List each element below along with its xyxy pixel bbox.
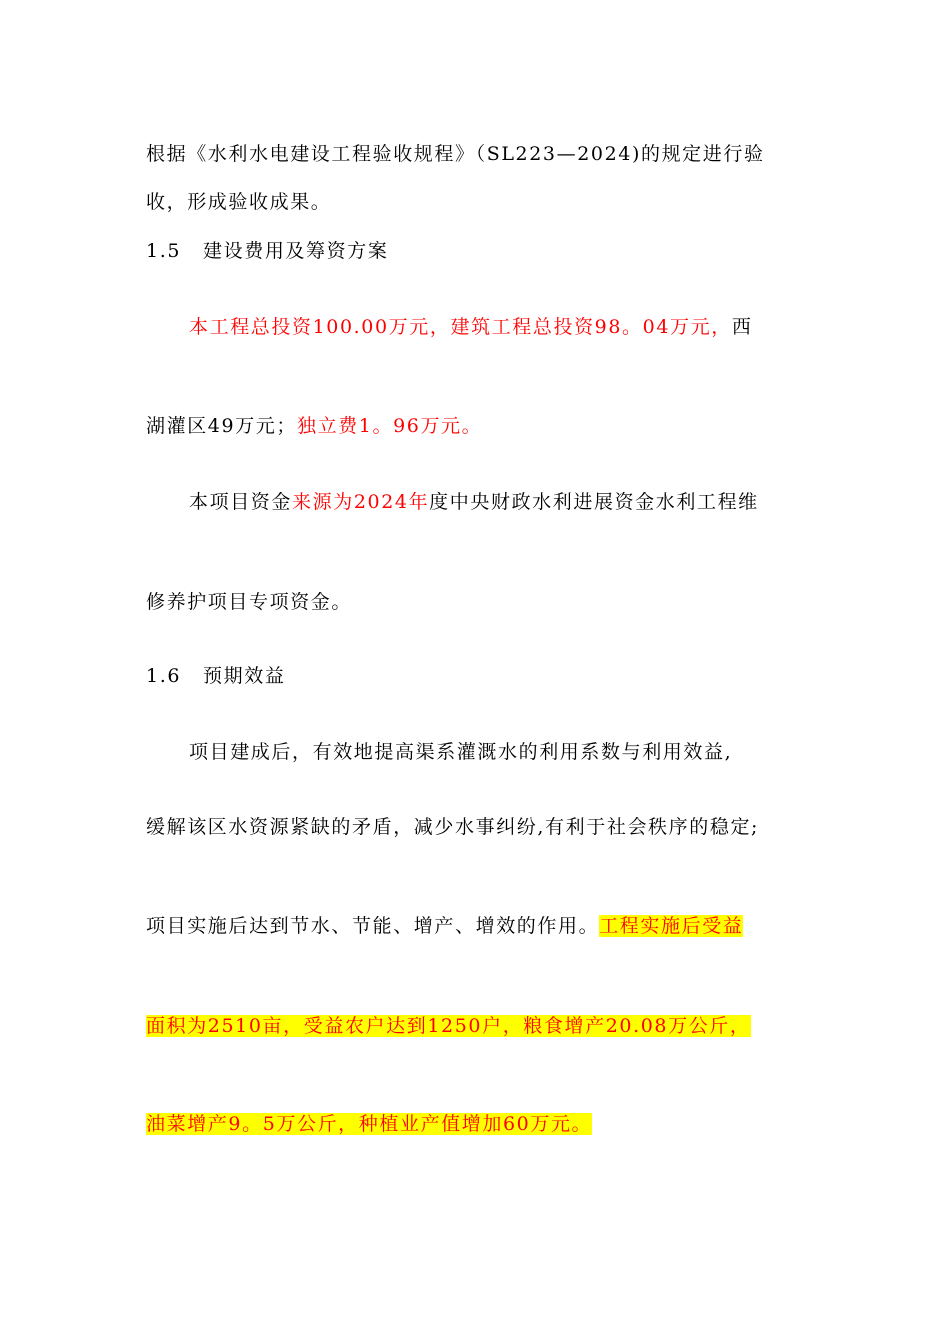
highlighted-benefit-text: 工程实施后受益 [599,915,744,937]
section-heading-1-6 [146,662,285,690]
paragraph-line [146,1012,751,1040]
highlighted-benefit-text: 油菜增产9。5万公斤，种植业产值增加60万元。 [146,1113,593,1135]
independent-cost-text: 独立费1。96万元。 [296,415,483,437]
funding-text-b: 度中央财政水利进展资金水利工程维 [429,491,759,513]
paragraph-line [146,588,352,616]
section-number: 1.5 [146,240,182,262]
funding-text-a: 本项目资金 [189,491,293,513]
funding-source-year-text: 来源为2024年 [292,491,430,513]
investment-total-text: 本工程总投资100.00万元，建筑工程总投资98。04万元， [189,316,732,338]
section-title: 预期效益 [203,665,286,687]
highlighted-benefit-text: 面积为2510亩，受益农户达到1250户，粮食增产20.08万公斤， [146,1015,751,1037]
paragraph-line [146,412,482,440]
acceptance-text-line-2: 收，形成验收成果。 [146,191,332,213]
paragraph-line [146,1110,592,1138]
benefit-text-line-3: 项目实施后达到节水、节能、增产、增效的作用。 [146,915,600,937]
paragraph-line [146,912,743,940]
investment-text-tail: 西 [731,316,753,338]
section-heading-1-5 [146,237,388,265]
acceptance-text-line-1: 根据《水利水电建设工程验收规程》（SL223—2024)的规定进行验 [146,143,765,165]
section-number: 1.6 [146,665,182,687]
paragraph-line [146,140,765,168]
benefit-text-line-2: 缓解该区水资源紧缺的矛盾，减少水事纠纷,有利于社会秩序的稳定; [146,816,760,838]
paragraph-line [146,813,759,841]
paragraph-line [146,188,331,216]
paragraph-line [189,488,759,516]
benefit-text-line-1: 项目建成后，有效地提高渠系灌溉水的利用系数与利用效益, [189,741,733,763]
irrigation-area-cost-text: 湖灌区49万元； [146,415,297,437]
funding-text-line-2: 修养护项目专项资金。 [146,591,353,613]
paragraph-line [189,313,752,341]
section-title: 建设费用及筹资方案 [203,240,389,262]
paragraph-line [189,738,732,766]
